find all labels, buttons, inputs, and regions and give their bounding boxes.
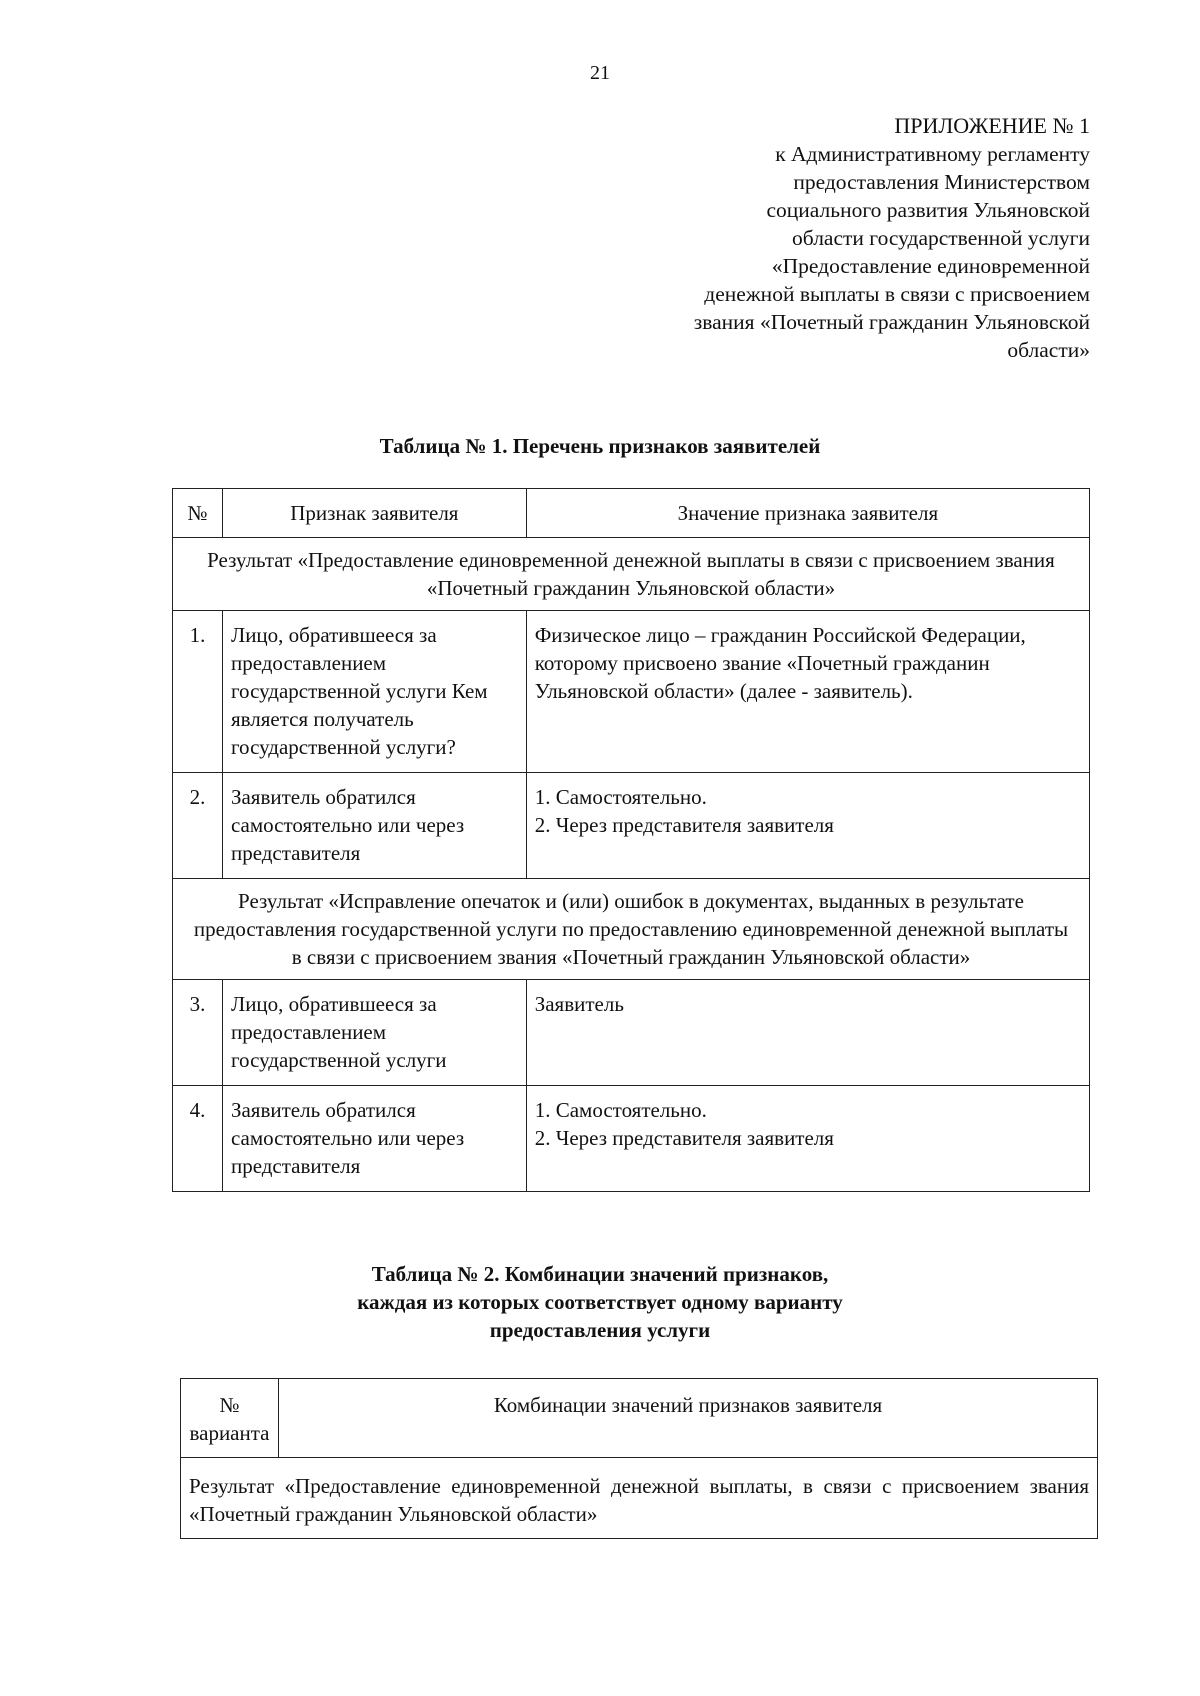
appendix-line: звания «Почетный гражданин Ульяновской — [693, 310, 1090, 334]
appendix-line: к Административному регламенту — [775, 142, 1090, 166]
result-row — [173, 538, 1090, 611]
result-row — [173, 879, 1090, 980]
appendix-line: области государственной услуги — [792, 226, 1090, 250]
row-num: 3. — [173, 980, 223, 1086]
row-attribute: Заявитель обратился самостоятельно или через представителя — [222, 773, 526, 879]
result-text: Результат «Предоставление единовременной денежной выплаты в связи с присвоением звания «Почетный гражданин Ульяновской области» — [173, 538, 1090, 611]
table1-title: Таблица № 1. Перечень признаков заявителей — [379, 434, 821, 458]
appendix-line: социального развития Ульяновской — [766, 198, 1090, 222]
page-number: 21 — [590, 62, 610, 84]
value-line: 2. Через представителя заявителя — [534, 813, 834, 837]
row-attribute: Лицо, обратившееся за предоставлением государственной услуги Кем является получатель государственной услуги? — [222, 611, 526, 773]
result-row — [181, 1458, 1098, 1539]
table2-title — [0, 1260, 1200, 1344]
value-line: 2. Через представителя заявителя — [534, 1126, 834, 1150]
table-row — [173, 611, 1090, 773]
header-num: № — [173, 489, 223, 538]
appendix-heading: ПРИЛОЖЕНИЕ № 1 — [894, 113, 1090, 138]
row-num: 1. — [173, 611, 223, 773]
value-line: 1. Самостоятельно. — [534, 1098, 707, 1122]
appendix-line: «Предоставление единовременной — [771, 254, 1090, 278]
appendix-line: предоставления Министерством — [793, 170, 1090, 194]
table1 — [172, 488, 1090, 1192]
table2 — [180, 1378, 1098, 1539]
header-attribute: Признак заявителя — [222, 489, 526, 538]
table-row — [173, 773, 1090, 879]
table2-title-line: предоставления услуги — [489, 1318, 711, 1342]
row-value: Заявитель — [526, 980, 1089, 1086]
header-variant-num: № варианта — [181, 1379, 279, 1458]
row-attribute: Заявитель обратился самостоятельно или через представителя — [222, 1086, 526, 1192]
table2-title-line: каждая из которых соответствует одному варианту — [357, 1290, 843, 1314]
row-value: Физическое лицо – гражданин Российской Федерации, которому присвоено звание «Почетный гражданин Ульяновской области» (далее - заявитель). — [526, 611, 1089, 773]
value-line: 1. Самостоятельно. — [534, 785, 707, 809]
result-text: Результат «Предоставление единовременной денежной выплаты, в связи с присвоением звания «Почетный гражданин Ульяновской области» — [181, 1458, 1098, 1539]
header-value: Значение признака заявителя — [526, 489, 1089, 538]
appendix-block — [694, 112, 1090, 364]
row-attribute: Лицо, обратившееся за предоставлением государственной услуги — [222, 980, 526, 1086]
row-value — [526, 1086, 1089, 1192]
table2-header-row — [181, 1379, 1098, 1458]
header-combination: Комбинации значений признаков заявителя — [278, 1379, 1097, 1458]
appendix-line: области» — [1007, 338, 1090, 362]
table-row — [173, 980, 1090, 1086]
table-row — [173, 1086, 1090, 1192]
table1-header-row — [173, 489, 1090, 538]
row-value — [526, 773, 1089, 879]
result-text: Результат «Исправление опечаток и (или) ошибок в документах, выданных в результате предоставления государственной услуги по предоставлению единовременной денежной выплаты в связи с присвоением звания «Почетный гражданин Ульяновской области» — [173, 879, 1090, 980]
table2-title-line: Таблица № 2. Комбинации значений признаков, — [371, 1262, 829, 1286]
row-num: 2. — [173, 773, 223, 879]
appendix-line: денежной выплаты в связи с присвоением — [704, 282, 1090, 306]
row-num: 4. — [173, 1086, 223, 1192]
